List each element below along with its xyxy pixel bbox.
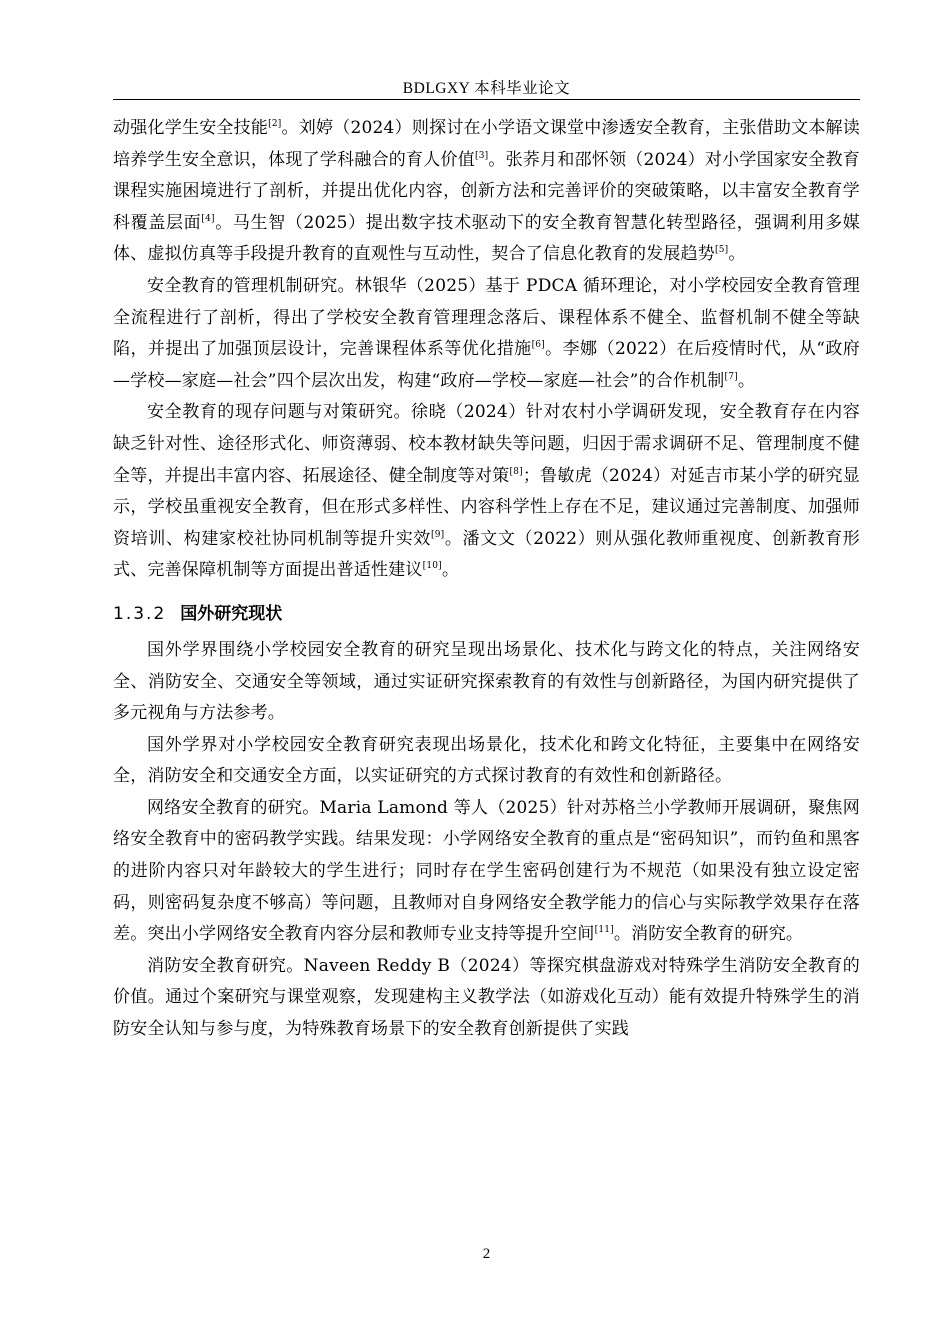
text-span: 。刘婷（2024）则探讨在小学语文课堂中渗透安全教育，主张借助文本解读培养学生安全意识，体现了学科融合的育人价值 [113,118,860,170]
text-span: 。 [728,244,746,265]
text-span: 动强化学生安全技能 [113,118,269,138]
section-title: 国外研究现状 [180,603,283,624]
text-span: 。马生智（2025）提出数字技术驱动下的安全教育智慧化转型路径，强调利用多媒体、虚拟仿真等手段提升教育的直观性与互动性，契合了信息化教育的发展趋势 [113,212,861,265]
running-header: BDLGXY 本科毕业论文 [402,80,571,97]
text-span: 。消防安全教育的研究。 [613,924,804,945]
text-span: 。潘文文（2022）则从强化教师重视度、创新教育形式、完善保障机制等方面提出普适性建议 [113,528,860,581]
paragraph-management [113,271,860,397]
paragraph-overview: 国外学界围绕小学校园安全教育的研究呈现出场景化、技术化与跨文化的特点，关注网络安全、消防安全、交通安全等领域，通过实证研究探索教育的有效性与创新路径，为国内研究提供了多元视角与方法参考。 [113,639,860,724]
citation-ref[interactable]: [6] [531,340,545,351]
text-span: 安全教育的现存问题与对策研究。徐晓（2024）针对农村小学调研发现，安全教育存在内容缺乏针对性、途径形式化、师资薄弱、校本教材缺失等问题，归因于需求调研不足、管理制度不健全等，并提出丰富内容、拓展途径、健全制度等对策 [113,402,860,486]
paragraph-network-safety [113,793,860,951]
text-span: 安全教育的管理机制研究。林银华（2025）基于 PDCA 循环理论，对小学校园安全教育管理全流程进行了剖析，得出了学校安全教育管理理念落后、课程体系不健全、监督机制不健全等缺陷，并提出了加强顶层设计，完善课程体系等优化措施 [113,275,860,360]
body-text [113,113,860,1046]
header-rule [113,99,860,100]
paragraph-problems [113,397,860,587]
section-number: 1.3.2 [113,603,167,624]
citation-ref[interactable]: [7] [724,371,738,382]
text-span: ；鲁敏虎（2024）对延吉市某小学的研究显示，学校虽重视安全教育，但在形式多样性、内容科学性上存在不足，建议通过完善制度、加强师资培训、构建家校社协同机制等提升实效 [113,465,860,549]
section-heading [113,601,860,627]
text-span: 。李娜（2022）在后疫情时代，从“政府—学校—家庭—社会”四个层次出发，构建“政府—学校—家庭—社会”的合作机制 [113,339,860,391]
text-span: 。 [441,560,460,581]
paragraph-fire-safety: 消防安全教育研究。Naveen Reddy B（2024）等探究棋盘游戏对特殊学生消防安全教育的价值。通过个案研究与课堂观察，发现建构主义教学法（如游戏化互动）能有效提升特殊学生的消防安全认知与参与度，为特殊教育场景下的安全教育创新提供了实践 [113,955,860,1040]
paragraph-overview-2: 国外学界对小学校园安全教育研究表现出场景化，技术化和跨文化特征，主要集中在网络安全，消防安全和交通安全方面，以实证研究的方式探讨教育的有效性和创新路径。 [113,734,860,787]
citation-ref[interactable]: [8] [509,466,523,477]
page-number: 2 [482,1246,491,1262]
citation-ref[interactable]: [10] [422,561,442,572]
citation-ref[interactable]: [9] [431,529,445,540]
citation-ref[interactable]: [2] [268,119,282,129]
text-span: 。张荞月和邵怀领（2024）对小学国家安全教育课程实施困境进行了剖析，并提出优化内容，创新方法和完善评价的突破策略，以丰富安全教育学科覆盖层面 [113,149,860,233]
text-span: 。 [737,370,756,391]
paragraph-continued [113,113,860,271]
text-span: 网络安全教育的研究。Maria Lamond 等人（2025）针对苏格兰小学教师开展调研，聚焦网络安全教育中的密码教学实践。结果发现：小学网络安全教育的重点是“密码知识”，而钓鱼和黑客的进阶内容只对年龄较大的学生进行；同时存在学生密码创建行为不规范（如果没有独立设定密码，则密码复杂度不够高）等问题，且教师对自身网络安全教学能力的信心与实际教学效果存在落差。突出小学网络安全教育内容分层和教师专业支持等提升空间 [113,797,860,945]
citation-ref[interactable]: [11] [594,925,614,936]
citation-ref[interactable]: [5] [715,245,729,256]
citation-ref[interactable]: [3] [475,150,489,161]
citation-ref[interactable]: [4] [201,213,215,224]
